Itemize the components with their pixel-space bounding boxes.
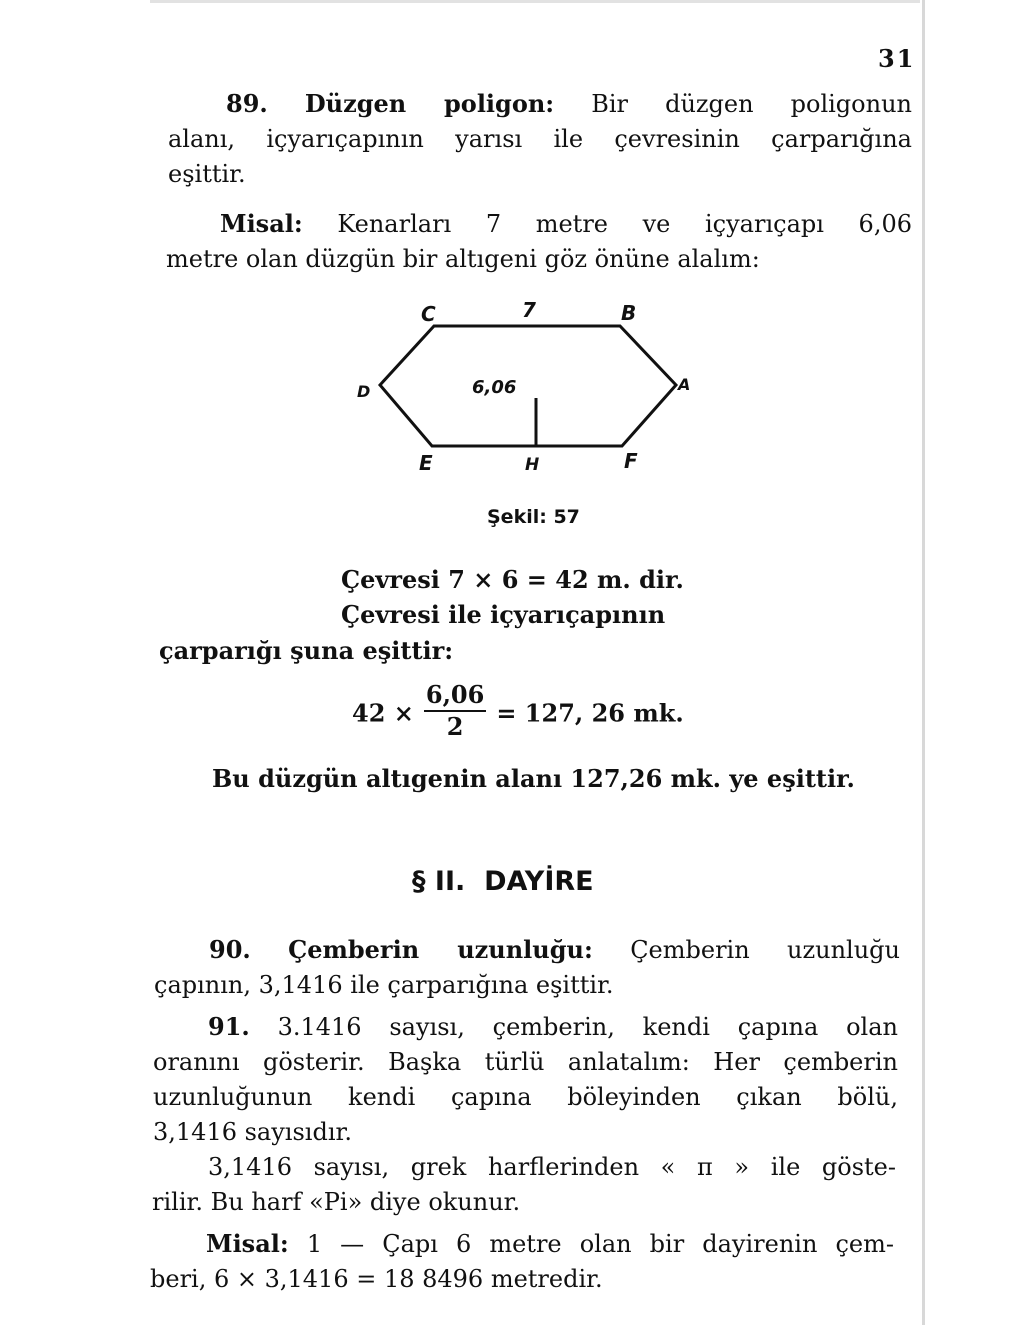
example-label: Misal:: [220, 209, 303, 238]
perimeter-line: Çevresi 7 × 6 = 42 m. dir.: [341, 565, 684, 594]
paragraph-89: 89. Düzgen poligon: Bir düzgen poligonun alanı, içyarıçapının yarısı ile çevresinin çarparığına eşittir.: [168, 89, 912, 188]
label-apothem: 6,06: [472, 377, 517, 398]
section-symbol: § II.: [412, 866, 466, 897]
fraction-denominator: 2: [446, 712, 464, 741]
paragraph-91: 91. 3.1416 sayısı, çemberin, kendi çapına olan oranını gösterir. Başka türlü anlatalım: Her çemberin uzunluğunun kendi çapına böleyinden çıkan bölü, 3,1416 sayısıdır.: [153, 1012, 898, 1146]
item-number: 89.: [226, 89, 268, 118]
label-c: C: [421, 302, 436, 326]
paragraph-90: 90. Çemberin uzunluğu: Çemberin uzunluğu çapının, 3,1416 ile çarparığına eşittir.: [154, 935, 900, 999]
label-d: D: [357, 382, 371, 401]
example-paragraph-2: Misal: 1 — Çapı 6 metre olan bir dayirenin çem- beri, 6 × 3,1416 = 18 8496 metredir.: [150, 1229, 894, 1293]
label-e: E: [419, 451, 433, 475]
section-heading: [412, 866, 594, 897]
label-a: A: [678, 375, 691, 394]
figure-caption: Şekil: 57: [487, 506, 580, 528]
hexagon-shape: [380, 326, 676, 446]
item-number: 91.: [208, 1012, 250, 1041]
label-b: B: [621, 301, 637, 325]
label-side-length: 7: [522, 298, 536, 322]
example-label: Misal:: [206, 1229, 289, 1258]
area-formula: 42 × $\frac{6,06}{2}$ = 127, 26 mk.: [352, 680, 684, 741]
label-f: F: [624, 449, 638, 473]
fraction-numerator: 6,06: [424, 680, 486, 712]
page-number: 31: [878, 44, 916, 73]
section-title: DAYİRE: [484, 866, 594, 897]
pi-paragraph: 3,1416 sayısı, grek harflerinden « π » ile göste- rilir. Bu harf «Pi» diye okunur.: [152, 1153, 896, 1216]
perimeter-product-line: Çevresi ile içyarıçapının: [341, 600, 666, 629]
area-result: Bu düzgün altıgenin alanı 127,26 mk. ye eşittir.: [212, 764, 855, 793]
term-title: Düzgen poligon:: [304, 89, 555, 118]
term-title: Çemberin uzunluğu:: [288, 935, 593, 964]
fraction: [424, 680, 486, 742]
example-paragraph: Misal: Kenarları 7 metre ve içyarıçapı 6,06 metre olan düzgün bir altıgeni göz önüne alalım:: [166, 209, 912, 273]
product-intro-line: çarparığı şuna eşittir:: [159, 636, 454, 665]
label-h: H: [525, 455, 540, 475]
item-number: 90.: [209, 935, 251, 964]
